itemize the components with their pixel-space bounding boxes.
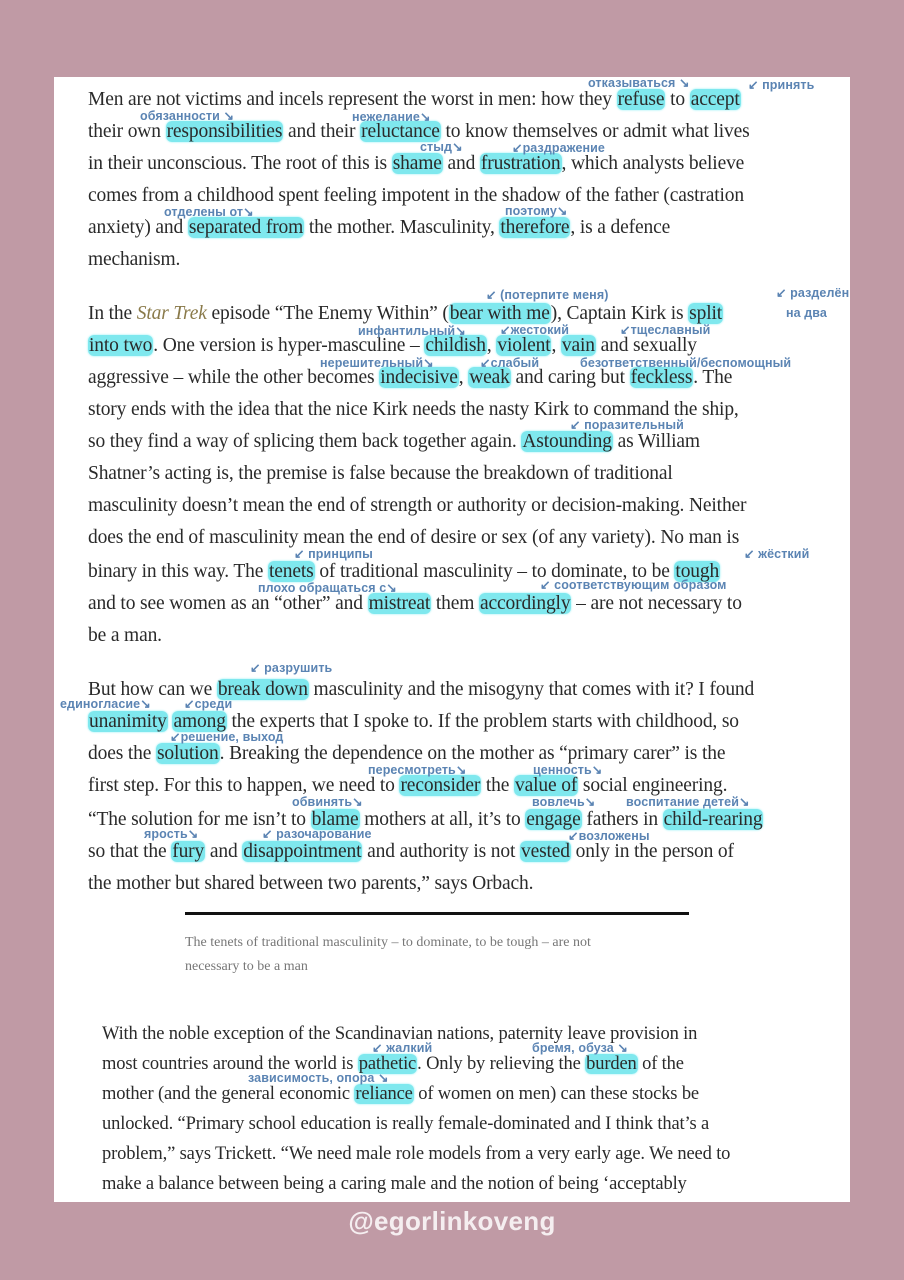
p2-line-4: story ends with the idea that the nice Kirk needs the nasty Kirk to command the ship,: [88, 399, 739, 420]
annotation-weak: ↙слабый: [480, 356, 540, 370]
highlight-bear-with-me: bear with me: [449, 303, 550, 324]
highlight-violent: violent: [497, 335, 551, 356]
highlight-mistreat: mistreat: [368, 593, 431, 614]
annotation-child-rearing: воспитание детей↘: [626, 795, 750, 809]
p4-line-2: most countries around the world is pathetic. Only by relieving the burden of the: [102, 1054, 684, 1074]
p1-line-3: in their unconscious. The root of this is shame and frustration, which analysts believe: [88, 153, 745, 174]
highlight-fury: fury: [172, 841, 205, 862]
p2-line-7: masculinity doesn’t mean the end of strength or authority or decision-making. Neither: [88, 495, 747, 516]
annotation-childish: инфантильный↘: [358, 324, 466, 338]
highlight-shame: shame: [392, 153, 442, 174]
annotation-reliance: зависимость, опора ↘: [248, 1071, 389, 1085]
annotation-refuse: отказываться ↘: [588, 76, 690, 90]
p2-line-9: binary in this way. The tenets of traditional masculinity – to dominate, to be tough: [88, 561, 720, 582]
annotation-burden: бремя, обуза ↘: [532, 1041, 628, 1055]
highlight-vain: vain: [561, 335, 595, 356]
annotation-split-line1: ↙ разделён: [776, 286, 850, 300]
p2-line-2: into two. One version is hyper-masculine – childish, violent, vain and sexually: [89, 335, 697, 356]
p3-line-2: unanimity among the experts that I spoke to. If the problem starts with childhood, so: [89, 711, 739, 732]
highlight-break-down: break down: [217, 679, 308, 700]
annotation-therefore: поэтому↘: [505, 204, 568, 218]
highlight-value-of: value of: [515, 775, 578, 796]
author-handle: @egorlinkoveng: [348, 1206, 556, 1236]
p4-line-5: problem,” says Trickett. “We need male role models from a very early age. We need to: [102, 1144, 731, 1164]
p2-line-6: Shatner’s acting is, the premise is false because the breakdown of traditional: [88, 463, 673, 484]
p2-line-1: In the Star Trek episode “The Enemy Within” (bear with me), Captain Kirk is split: [88, 303, 723, 324]
highlight-unanimity: unanimity: [89, 711, 167, 732]
annotation-reluctance: нежелание↘: [352, 110, 431, 124]
highlight-accept: accept: [690, 89, 740, 110]
italic-title-star-trek: Star Trek: [136, 303, 207, 324]
p3-line-1: But how can we break down masculinity and the misogyny that comes with it? I found: [88, 679, 755, 700]
annotation-accordingly: ↙ соответствующим образом: [540, 578, 727, 592]
annotation-split-line2: на два: [786, 306, 827, 320]
annotation-fury: ярость↘: [144, 827, 199, 841]
highlight-tough: tough: [675, 561, 720, 582]
annotation-unanimity: единогласие↘: [60, 697, 151, 711]
highlight-indecisive: indecisive: [380, 367, 458, 388]
pull-quote-line-2: necessary to be a man: [185, 959, 308, 974]
highlight-disappointment: disappointment: [243, 841, 362, 862]
highlight-child-rearing: child-rearing: [663, 809, 763, 830]
highlight-accordingly: accordingly: [480, 593, 571, 614]
p3-line-6: so that the fury and disappointment and authority is not vested only in the person of: [88, 841, 734, 862]
annotation-separated-from: отделены от↘: [164, 205, 254, 219]
highlight-childish: childish: [425, 335, 486, 356]
p3-line-4: first step. For this to happen, we need to reconsider the value of social engineering.: [88, 775, 728, 796]
annotation-responsibilities: обязанности ↘: [140, 109, 235, 123]
annotation-feckless: безответственный/беспомощный: [580, 356, 792, 370]
p2-line-11: be a man.: [88, 625, 162, 646]
annotation-indecisive: нерешительный↘: [320, 356, 434, 370]
highlight-astounding: Astounding: [522, 431, 612, 452]
p4-line-6: make a balance between being a caring male and the notion of being ‘acceptably: [102, 1174, 687, 1194]
highlight-therefore: therefore: [500, 217, 570, 238]
annotation-tenets: ↙ принципы: [294, 547, 373, 561]
annotation-astounding: ↙ поразительный: [570, 418, 684, 432]
annotation-tough: ↙ жёсткий: [744, 547, 810, 561]
annotation-frustration: ↙раздражение: [512, 141, 605, 155]
annotation-pathetic: ↙ жалкий: [372, 1041, 433, 1055]
highlight-feckless: feckless: [630, 367, 693, 388]
highlight-solution: solution: [156, 743, 219, 764]
annotation-among: ↙среди: [184, 697, 233, 711]
annotation-vested: ↙возложены: [568, 829, 650, 843]
p2-line-3: aggressive – while the other becomes indecisive, weak and caring but feckless. The: [88, 367, 733, 388]
highlight-tenets: tenets: [269, 561, 314, 582]
highlight-pathetic: pathetic: [358, 1054, 417, 1074]
annotation-shame: стыд↘: [420, 140, 463, 154]
p3-line-7: the mother but shared between two parents,” says Orbach.: [88, 873, 534, 894]
p4-line-1: With the noble exception of the Scandinavian nations, paternity leave provision in: [102, 1024, 698, 1044]
highlight-among: among: [173, 711, 226, 732]
highlight-split: split: [689, 303, 723, 324]
annotation-accept: ↙ принять: [748, 78, 815, 92]
p1-line-5: anxiety) and separated from the mother. Masculinity, therefore, is a defence: [88, 217, 671, 238]
highlight-into-two: into two: [89, 335, 153, 356]
p4-line-4: unlocked. “Primary school education is really female-dominated and I think that’s a: [102, 1114, 710, 1134]
annotation-engage: вовлечь↘: [532, 795, 596, 809]
p1-line-6: mechanism.: [88, 249, 181, 270]
pull-quote-line-1: The tenets of traditional masculinity – to dominate, to be tough – are not: [185, 935, 591, 950]
highlight-reconsider: reconsider: [400, 775, 481, 796]
p2-line-10: and to see women as an “other” and mistreat them accordingly – are not necessary to: [88, 593, 742, 614]
highlight-responsibilities: responsibilities: [166, 121, 283, 142]
p1-line-1: Men are not victims and incels represent the worst in men: how they refuse to accept: [88, 89, 740, 110]
annotation-bear-with-me: ↙ (потерпите меня): [486, 288, 609, 302]
highlight-frustration: frustration: [480, 153, 561, 174]
p1-line-4: comes from a childhood spent feeling impotent in the shadow of the father (castration: [88, 185, 745, 206]
highlight-refuse: refuse: [617, 89, 665, 110]
p4-line-3: mother (and the general economic reliance of women on men) can these stocks be: [102, 1084, 699, 1104]
annotation-disappointment: ↙ разочарование: [262, 827, 372, 841]
p3-line-3: does the solution. Breaking the dependence on the mother as “primary carer” is the: [88, 743, 726, 764]
p2-line-5: so they find a way of splicing them back together again. Astounding as William: [88, 431, 700, 452]
highlight-weak: weak: [469, 367, 510, 388]
annotation-break-down: ↙ разрушить: [250, 661, 333, 675]
annotation-vain: ↙тщеславный: [620, 323, 711, 337]
annotation-mistreat: плохо обращаться с↘: [258, 581, 397, 595]
highlight-engage: engage: [526, 809, 581, 830]
highlight-vested: vested: [520, 841, 570, 862]
annotation-solution: ↙решение, выход: [170, 730, 284, 744]
annotation-value-of: ценность↘: [533, 763, 603, 777]
highlight-reluctance: reluctance: [361, 121, 440, 142]
p2-line-8: does the end of masculinity mean the end of desire or sex (of any variety). No man is: [88, 527, 740, 548]
highlight-burden: burden: [586, 1054, 637, 1074]
highlight-blame: blame: [311, 809, 359, 830]
highlight-reliance: reliance: [355, 1084, 413, 1104]
highlight-separated-from: separated from: [188, 217, 304, 238]
annotation-violent: ↙жестокий: [500, 323, 570, 337]
pull-quote-divider: [185, 912, 689, 915]
annotation-reconsider: пересмотреть↘: [368, 763, 467, 777]
p1-line-2: their own responsibilities and their reluctance to know themselves or admit what lives: [88, 121, 750, 142]
p3-line-5: “The solution for me isn’t to blame mothers at all, it’s to engage fathers in child-rearing: [88, 809, 763, 830]
annotation-blame: обвинять↘: [292, 795, 363, 809]
